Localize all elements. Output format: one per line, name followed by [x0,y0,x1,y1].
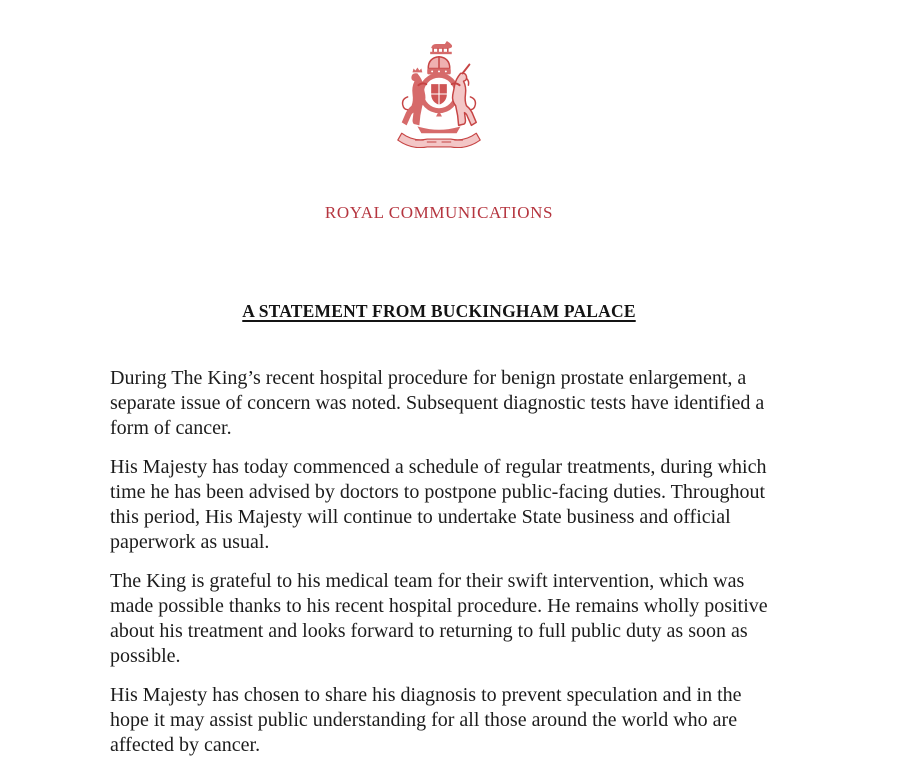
statement-body [110,366,768,757]
paragraph-diagnosis: During The King’s recent hospital procedure for benign prostate enlargement, a separate issue of concern was noted. Subsequent diagnostic tests have identified a form of cancer. [110,367,765,439]
document-column [110,0,768,757]
paragraph-gratitude: The King is grateful to his medical team for their swift intervention, which was made possible thanks to his recent hospital procedure. He remains wholly positive about his treatment and looks forward to returning to full public duty as soon as possible. [110,570,768,667]
org-name: ROYAL COMMUNICATIONS [324,203,554,222]
page-title [110,301,768,322]
paragraph-disclosure: His Majesty has chosen to share his diagnosis to prevent speculation and in the hope it may assist public understanding for all those around the world who are affected by cancer. [110,684,742,756]
crest-container [110,0,768,153]
paragraph-treatments: His Majesty has today commenced a schedule of regular treatments, during which time he has been advised by doctors to postpone public-facing duties. Throughout this period, His Majesty will continue to undertake State business and official paperwork as usual. [110,456,767,553]
page-title-text: A STATEMENT FROM BUCKINGHAM PALACE [242,301,636,321]
royal-coat-of-arms-icon [388,38,490,148]
